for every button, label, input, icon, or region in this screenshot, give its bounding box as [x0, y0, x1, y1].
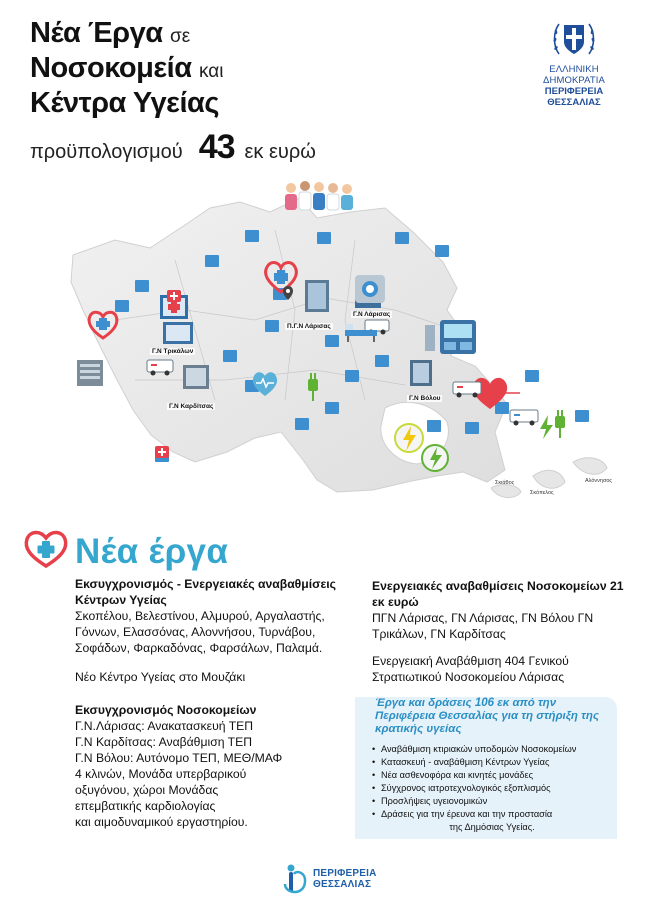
title-part: Νοσοκομεία [30, 52, 192, 84]
green-plug-icon [555, 410, 565, 438]
energy-heading: Ενεργειακές αναβαθμίσεις Νοσοκομείων 21 εκ ευρώ [372, 579, 624, 609]
hospital-building-icon [410, 360, 432, 386]
footer-line-1: ΠΕΡΙΦΕΡΕΙΑ [313, 868, 377, 879]
title-line-1 [30, 18, 223, 53]
medical-monitor-icon [440, 320, 476, 354]
doctors-team-icon [285, 181, 353, 210]
ambulance-icon [510, 410, 538, 426]
island-skopelos [533, 470, 565, 488]
emblem-line-1: ΕΛΛΗΝΙΚΗ ΔΗΜΟΚΡΑΤΙΑ [543, 64, 605, 86]
budget-suffix: εκ ευρώ [244, 141, 316, 163]
energy-plug-icon [540, 415, 553, 439]
map-illustration [55, 170, 615, 525]
region-footer-logo [282, 862, 377, 896]
actions-list-item: • Σύγχρονος ιατροτεχνολογικός εξοπλισμός [372, 782, 612, 795]
title-line-2 [30, 53, 223, 88]
footer-line-2: ΘΕΣΣΑΛΙΑΣ [313, 879, 372, 890]
title-conjunction: σε [170, 26, 191, 47]
hospitals-heading: Εκσυγχρονισμός Νοσοκομείων [75, 703, 257, 717]
hospital-item: Γ.Ν Καρδίτσας: Αναβάθμιση ΤΕΠ [75, 735, 253, 749]
greek-republic-emblem [522, 16, 626, 108]
island-alonnisos [573, 458, 607, 475]
greek-coat-of-arms-icon [551, 16, 597, 62]
energy-list: ΠΓΝ Λάρισας, ΓΝ Λάρισας, ΓΝ Βόλου ΓΝ Τρικάλων, ΓΝ Καρδίτσας [372, 611, 594, 641]
emblem-line-2: ΠΕΡΙΦΕΡΕΙΑ ΘΕΣΣΑΛΙΑΣ [544, 86, 604, 108]
map-label-skopelos: Σκόπελος [530, 490, 554, 496]
map-label-skiathos: Σκιάθος [495, 480, 515, 486]
actions-list [372, 743, 612, 834]
hospital-item: 4 κλινών, Μονάδα υπερβαρικού [75, 767, 247, 781]
hospital-building-icon [183, 365, 209, 389]
health-centers-column [75, 576, 350, 830]
new-health-center: Νέο Κέντρο Υγείας στο Μουζάκι [75, 670, 246, 684]
budget-amount: 43 [198, 128, 235, 166]
title-block [30, 18, 223, 123]
map-label-gn-trikala: Γ.Ν Τρικάλων [152, 348, 194, 355]
actions-list-item: • Δράσεις για την έρευνα και την προστασία [372, 808, 612, 821]
region-logo-icon [282, 862, 308, 896]
island-skiathos [491, 485, 521, 498]
footer-text [313, 868, 377, 890]
title-part: Κέντρα Υγείας [30, 87, 219, 119]
title-part: Νέα Έργα [30, 17, 163, 49]
military-hospital-upgrade: Ενεργειακή Αναβάθμιση 404 Γενικού Στρατιωτικού Νοσοκομείου Λάρισας [372, 654, 569, 684]
map-label-gn-karditsa: Γ.Ν Καρδίτσας [169, 403, 214, 410]
medical-equipment-icon [425, 325, 435, 351]
hospital-building-icon [305, 280, 329, 312]
map-label-gn-volos: Γ.Ν Βόλου [409, 395, 441, 402]
mri-scanner-icon [355, 275, 385, 303]
energy-column [372, 578, 637, 685]
map-label-alonnisos: Αλόννησος [585, 478, 613, 484]
actions-list-item: • Νέα ασθενοφόρα και κινητές μονάδες [372, 769, 612, 782]
hospital-building-icon [163, 322, 193, 344]
thessaly-map [55, 170, 615, 525]
map-label-gn-larisa: Γ.Ν Λάρισας [353, 311, 391, 318]
title-line-3 [30, 88, 223, 123]
map-label-pgn-larisa: Π.Γ.Ν Λάρισας [287, 323, 331, 330]
new-projects-title: Νέα έργα [75, 532, 229, 571]
hospital-item: οξυγόνου, χώροι Μονάδας [75, 783, 219, 797]
first-aid-kit-icon [155, 446, 169, 458]
hospital-item: και αιμοδυναμικού εργαστηρίου. [75, 815, 248, 829]
actions-list-item: • Προσλήψεις υγειονομικών [372, 795, 612, 808]
health-centers-heading: Εκσυγχρονισμός - Ενεργειακές αναβαθμίσεις Κέντρων Υγείας [75, 577, 336, 607]
budget-prefix: προϋπολογισμού [30, 141, 183, 163]
actions-list-item: • Αναβάθμιση κτιριακών υποδομών Νοσοκομείων [372, 743, 612, 756]
hospital-item: Γ.Ν.Λάρισας: Ανακατασκευή ΤΕΠ [75, 719, 254, 733]
title-conjunction: και [198, 61, 224, 82]
actions-list-item-continued: της Δημόσιας Υγείας. [449, 822, 535, 832]
actions-box-heading: Έργα και δράσεις 106 εκ από την Περιφέρεια Θεσσαλίας για τη στήριξη της κρατικής υγείας [375, 697, 599, 735]
hospital-building-icon [77, 360, 103, 386]
budget-line [30, 128, 316, 167]
hospital-item: Γ.Ν Βόλου: Αυτόνομο ΤΕΠ, ΜΕΘ/ΜΑΦ [75, 751, 283, 765]
hospital-item: επεμβατικής καρδιολογίας [75, 799, 216, 813]
first-aid-kit-icon [167, 290, 181, 302]
health-centers-list: Σκοπέλου, Βελεστίνου, Αλμυρού, Αργαλαστής, Γόννων, Ελασσόνας, Αλοννήσου, Τυρνάβου, Σοφάδων, Φαρκαδόνας, Φαρσάλων, Παλαμά. [75, 609, 325, 655]
actions-list-item: • Κατασκευή - αναβάθμιση Κέντρων Υγείας [372, 756, 612, 769]
medical-heart-logo-icon [22, 528, 70, 570]
